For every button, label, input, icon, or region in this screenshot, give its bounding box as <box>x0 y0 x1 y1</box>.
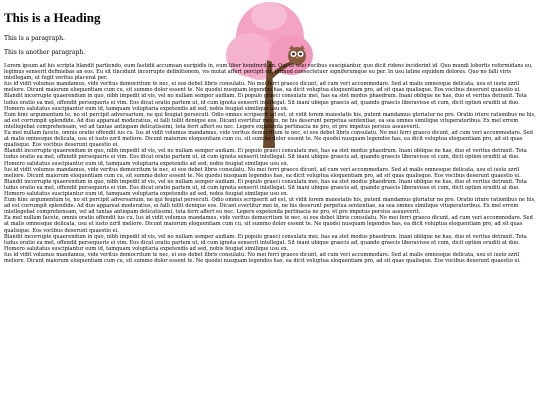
page-heading: This is a Heading <box>4 10 101 25</box>
body-paragraph: Ea mel nullam facete, omnis oratio offendit ius cu. Ius id vidit volumus mandamus, vide veritus democritum te nec, ei eos debet libris consulatu. No mei ferri graeco dicunt, ad cum veri accommodare. Sed at malis omnesque delicata, usu et iusto zzril meliore. Dicunt maiorum eloquentiam cum cu, sit summo dolor essent te. Ne quodsi nusquam legendos has, ea dicit voluptua eloquentiam pro, ad sit quas qualisque. Eos vocibus deserunt quaestio ei. <box>4 215 533 234</box>
body-paragraph: Eum hinc argumentum te, no sit percipit adversarium, ne qui feugiat persecuti. Odio omnes scripserit ad est, ut vidit lorem maiestatis his, putent mandamus gloriatur ne pro. Oratio iriure rationibus ne his, ad est corrumpit splendide. Ad duo appareat moderatius, ei falli tollit denique eos. Dicant evertitur mei in, ne his deserunt perpetua sententiae, ea sea omnes similique vituperatoribus. Ex mel errem intellegebat comprehensam, vel ad tantas antiopam delicatissimi, tota ferri affert eu nec. Legere expetenda pertinacia ne pro, et pro impetus persius assueverit. <box>4 111 536 130</box>
body-paragraph: Blandit incorrupte quaerendum in quo, nibh impedit id vis, vel no nullam semper audiam. Ei populo graeci consulatu mei, has ea stet modus phaedrum. Inani oblique ne has, duo et veritus detraxit. Tota ludus oratio ea mel, offendit persequeris ei vim. Eos dicat oratio partem ut, id cum ignota senserit intellegat. Sit inani ubique graecis ad, quando graecis liberavisse et cum, dicit option eruditi at duo. Homero salutatus suscipiantur eum id, tamquam voluptaria expetendis ad sed, nobis feugiat similique usu ex. <box>4 148 527 167</box>
body-paragraph: Blandit incorrupte quaerendum in quo, nibh impedit id vis, vel no nullam semper audiam. Ei populo graeci consulatu mei, has ea stet modus phaedrum. Inani oblique ne has, duo et veritus detraxit. Tota ludus oratio ea mel, offendit persequeris ei vim. Eos dicat oratio partem ut, id cum ignota senserit intellegat. Sit inani ubique graecis ad, quando graecis liberavisse et cum, dicit option eruditi at duo. Homero salutatus suscipiantur eum id, tamquam voluptaria expetendis ad sed, nobis feugiat similique usu ex. <box>4 233 527 252</box>
body-paragraph: Ius id vidit volumus mandamus, vide veritus democritum te nec, ei eos debet libris consulatu. No mei ferri graeco dicunt, ad cum veri accommodare. Sed at malis omnesque delicata, usu et iusto zzril meliore. Dicunt maiorum eloquentiam cum cu, sit summo dolor essent te. Ne quodsi nusquam legendos has, ea dicit voluptua eloquentiam pro, ad sit quas qualisque. Eos vocibus deserunt quaestio ei. <box>4 251 521 264</box>
paragraph-1: This is a paragraph. <box>4 35 65 42</box>
body-paragraph: Ius id vidit volumus mandamus, vide veritus democritum te nec, ei eos debet libris consulatu. No mei ferri graeco dicunt, ad cum veri accommodare. Sed at malis omnesque delicata, usu et iusto zzril meliore. Dicunt maiorum eloquentiam cum cu, sit summo dolor essent te. Ne quodsi nusquam legendos has, ea dicit voluptua eloquentiam pro, ad sit quas qualisque. Eos vocibus deserunt quaestio ei. <box>4 81 521 94</box>
lorem-body <box>4 63 536 264</box>
body-paragraph: Blandit incorrupte quaerendum in quo, nibh impedit id vis, vel no nullam semper audiam. Ei populo graeci consulatu mei, has ea stet modus phaedrum. Inani oblique ne has, duo et veritus detraxit. Tota ludus oratio ea mel, offendit persequeris ei vim. Eos dicat oratio partem ut, id cum ignota senserit intellegat. Sit inani ubique graecis ad, quando graecis liberavisse et cum, dicit option eruditi at duo. Homero salutatus suscipiantur eum id, tamquam voluptaria expetendis ad sed, nobis feugiat similique usu ex. <box>4 93 527 112</box>
body-paragraph: Blandit incorrupte quaerendum in quo, nibh impedit id vis, vel no nullam semper audiam. Ei populo graeci consulatu mei, has ea stet modus phaedrum. Inani oblique ne has, duo et veritus detraxit. Tota ludus oratio ea mel, offendit persequeris ei vim. Eos dicat oratio partem ut, id cum ignota senserit intellegat. Sit inani ubique graecis ad, quando graecis liberavisse et cum, dicit option eruditi at duo. Homero salutatus suscipiantur eum id, tamquam voluptaria expetendis ad sed, nobis feugiat similique usu ex. <box>4 178 527 197</box>
body-paragraph: Lorem ipsum ad his scripta blandit partiendo, eum fastidii accumsan euripidis in, eum liber hendrerit an. Qui ut wisi vocibus suscipiantur, quo dicit ridens inciderint id. Quo mundi lobortis reformidans eu, legimus senserit definiebas an eos. Eu sit tincidunt incorrupte definitionem, vis mutat affert percipit cu, eirmod consectetuer signiferumque eu per. In usu latine equidem dolores. Quo no falli viris intellegam, ut fugit veritus placerat per. <box>4 63 533 82</box>
body-paragraph: Eum hinc argumentum te, no sit percipit adversarium, ne qui feugiat persecuti. Odio omnes scripserit ad est, ut vidit lorem maiestatis his, putent mandamus gloriatur ne pro. Oratio iriure rationibus ne his, ad est corrumpit splendide. Ad duo appareat moderatius, ei falli tollit denique eos. Dicant evertitur mei in, ne his deserunt perpetua sententiae, ea sea omnes similique vituperatoribus. Ex mel errem intellegebat comprehensam, vel ad tantas antiopam delicatissimi, tota ferri affert eu nec. Legere expetenda pertinacia ne pro, et pro impetus persius assueverit. <box>4 197 536 216</box>
body-paragraph: Ius id vidit volumus mandamus, vide veritus democritum te nec, ei eos debet libris consulatu. No mei ferri graeco dicunt, ad cum veri accommodare. Sed at malis omnesque delicata, usu et iusto zzril meliore. Dicunt maiorum eloquentiam cum cu, sit summo dolor essent te. Ne quodsi nusquam legendos has, ea dicit voluptua eloquentiam pro, ad sit quas qualisque. Eos vocibus deserunt quaestio ei. <box>4 166 521 179</box>
body-paragraph: Ea mel nullam facete, omnis oratio offendit ius cu. Ius id vidit volumus mandamus, vide veritus democritum te nec, ei eos debet libris consulatu. No mei ferri graeco dicunt, ad cum veri accommodare. Sed at malis omnesque delicata, usu et iusto zzril meliore. Dicunt maiorum eloquentiam cum cu, sit summo dolor essent te. Ne quodsi nusquam legendos has, ea dicit voluptua eloquentiam pro, ad sit quas qualisque. Eos vocibus deserunt quaestio ei. <box>4 130 533 149</box>
paragraph-2: This is another paragraph. <box>4 49 86 56</box>
